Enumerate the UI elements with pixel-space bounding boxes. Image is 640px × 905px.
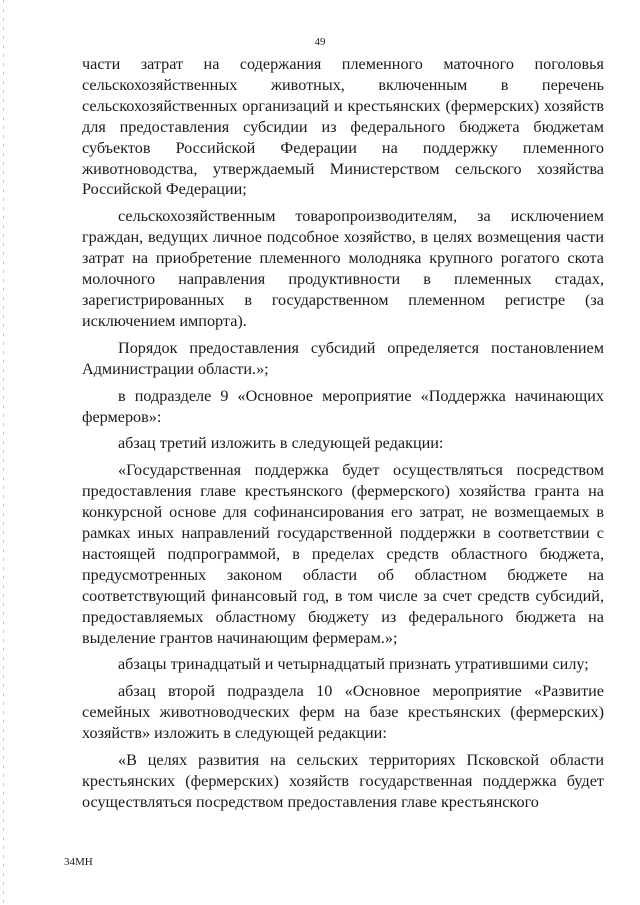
page-number: 49 xyxy=(314,36,326,48)
paragraph-5: абзац третий изложить в следующей редакции: xyxy=(118,434,444,453)
paragraph-7: абзацы тринадцатый и четырнадцатый признать утратившими силу; xyxy=(118,655,589,674)
paragraph-8: абзац второй подраздела 10 «Основное мероприятие «Развитие семейных животноводческих ферм на базе крестьянских (фермерских) хозяйств» изложить в следующей редакции: xyxy=(82,682,604,743)
paragraph-1: части затрат на содержания племенного маточного поголовья сельскохозяйственных животных, включенным в перечень сельскохозяйственных организаций и крестьянских (фермерских) хозяйств для предоставления субсидии из федерального бюджета бюджетам субъектов Российской Федерации на поддержку племенного животноводства, утверждаемый Министерством сельского хозяйства Российской Федерации; xyxy=(82,55,604,199)
footer-code: 34МН xyxy=(64,856,93,868)
scan-edge-line xyxy=(3,0,4,905)
document-body xyxy=(82,54,604,819)
paragraph-9: «В целях развития на сельских территориях Псковской области крестьянских (фермерских) хозяйств государственная поддержка будет осуществляться посредством предоставления главе крестьянского xyxy=(82,751,604,811)
paragraph-3: Порядок предоставления субсидий определяется постановлением Администрации области.»; xyxy=(82,338,604,378)
paragraph-2: сельскохозяйственным товаропроизводителям, за исключением граждан, ведущих личное подсобное хозяйство, в целях возмещения части затрат на приобретение племенного молодняка крупного рогатого скота молочного направления продуктивности в племенных стадах, зарегистрированных в государственном племенном регистре (за исключением импорта). xyxy=(82,207,604,330)
paragraph-6: «Государственная поддержка будет осуществляться посредством предоставления главе крестьянского (фермерского) хозяйства гранта на конкурсной основе для софинансирования его затрат, не возмещаемых в рамках иных направлений государственной поддержки в соответствии с настоящей подпрограммой, в пределах средств областного бюджета, предусмотренных законом области об областном бюджете на соответствующий финансовый год, в том числе за счет средств субсидий, предоставляемых областному бюджету из федерального бюджета на выделение грантов начинающим фермерам.»; xyxy=(82,461,604,647)
paragraph-4: в подразделе 9 «Основное мероприятие «Поддержка начинающих фермеров»: xyxy=(82,386,604,426)
